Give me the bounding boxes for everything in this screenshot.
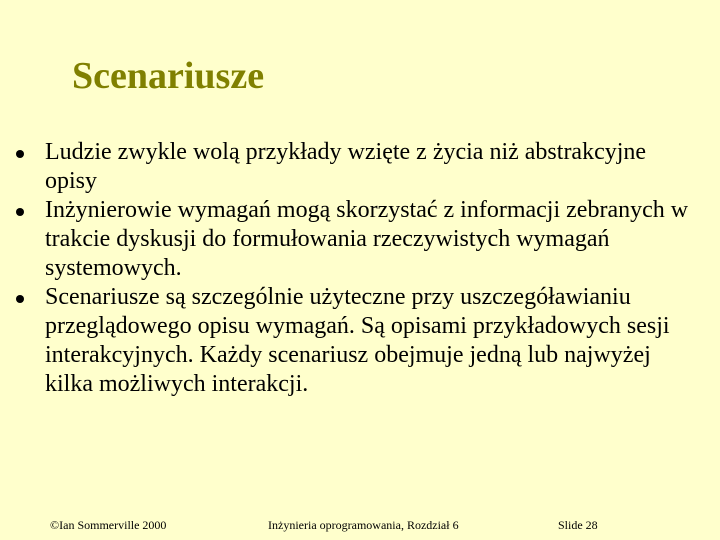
bullet-dot-icon	[16, 208, 24, 216]
bullet-dot-icon	[16, 150, 24, 158]
slide-title: Scenariusze	[72, 55, 265, 97]
bullet-item	[0, 196, 720, 283]
footer-slide-number: Slide 28	[558, 518, 598, 532]
bullet-dot-icon	[16, 295, 24, 303]
bullet-list	[0, 138, 720, 399]
footer-course: Inżynieria oprogramowania, Rozdział 6	[268, 518, 459, 532]
bullet-item	[0, 138, 720, 196]
bullet-text: Ludzie zwykle wolą przykłady wzięte z życia niż abstrakcyjne opisy	[45, 139, 647, 194]
bullet-text: Scenariusze są szczególnie użyteczne przy uszczegóławianiu przeglądowego opisu wymagań. Są opisami przykładowych sesji interakcyjnych. Każdy scenariusz obejmuje jedną lub najwyżej kilka możliwych interakcji.	[45, 284, 670, 397]
bullet-item	[0, 283, 720, 399]
footer-author: ©Ian Sommerville 2000	[50, 518, 167, 532]
bullet-text: Inżynierowie wymagań mogą skorzystać z informacji zebranych w trakcie dyskusji do formułowania rzeczywistych wymagań systemowych.	[45, 197, 689, 281]
